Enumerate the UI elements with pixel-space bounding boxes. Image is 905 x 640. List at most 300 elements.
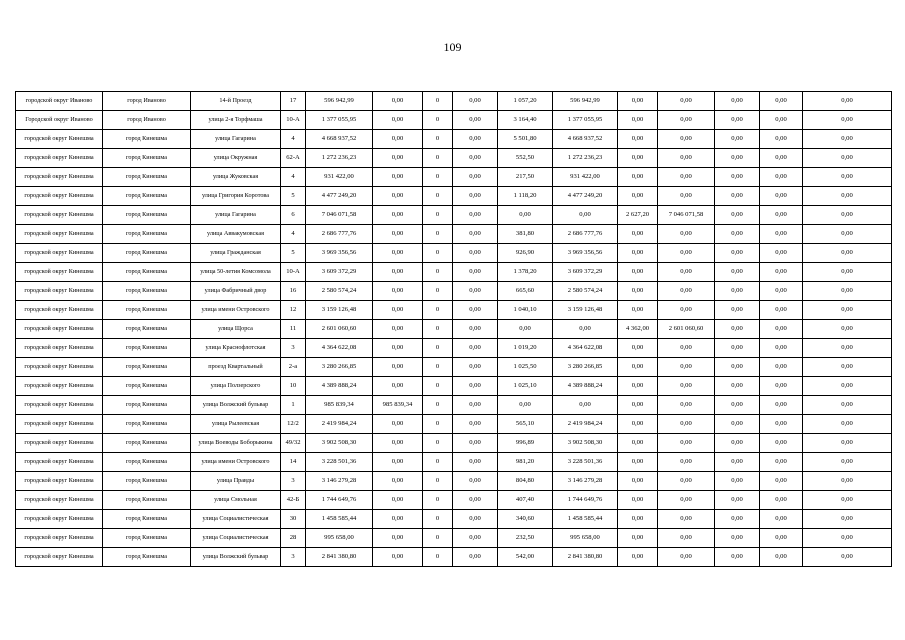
table-cell: 0,00 [715,301,760,320]
table-cell: город Кинешма [103,149,191,168]
table-row [16,301,892,320]
table-cell: улица Аввакумовская [191,225,281,244]
table-cell: 0,00 [803,92,892,111]
table-cell: улица Окружная [191,149,281,168]
table-cell: 985 839,34 [306,396,373,415]
table-row [16,92,892,111]
table-cell: город Кинешма [103,434,191,453]
table-cell: 0,00 [803,434,892,453]
table-cell: 0,00 [453,320,498,339]
table-cell: городской округ Кинешма [16,453,103,472]
table-cell: 0,00 [618,472,658,491]
table-cell: 7 046 071,58 [658,206,715,225]
table-cell: 0,00 [618,149,658,168]
table-cell: 0,00 [453,263,498,282]
table-cell: 0,00 [715,149,760,168]
table-cell: 0,00 [658,187,715,206]
table-cell: 3 228 501,36 [306,453,373,472]
table-cell: 12/2 [281,415,306,434]
table-cell: городской округ Кинешма [16,206,103,225]
table-cell: 0,00 [715,434,760,453]
table-cell: 931 422,00 [553,168,618,187]
table-cell: 7 046 071,58 [306,206,373,225]
table-cell: 0,00 [760,225,803,244]
table-cell: 0,00 [760,434,803,453]
table-cell: 0,00 [760,206,803,225]
table-row [16,510,892,529]
table-cell: 0,00 [760,168,803,187]
table-cell: город Кинешма [103,529,191,548]
table-row [16,282,892,301]
table-row [16,339,892,358]
table-cell: улица Краснофлотская [191,339,281,358]
table-cell: 0,00 [373,510,423,529]
table-cell: 0 [423,225,453,244]
table-cell: 0,00 [618,358,658,377]
table-cell: 17 [281,92,306,111]
table-cell: 0,00 [658,263,715,282]
table-cell: городской округ Кинешма [16,263,103,282]
table-cell: улица Гагарина [191,206,281,225]
table-cell: 1 019,20 [498,339,553,358]
table-cell: 1 458 585,44 [306,510,373,529]
table-cell: 0,00 [760,301,803,320]
table-cell: 0,00 [658,358,715,377]
table-row [16,149,892,168]
table-cell: 0,00 [715,92,760,111]
table-cell: 0,00 [373,92,423,111]
table-cell: 1 272 236,23 [306,149,373,168]
table-cell: улица имени Островского [191,453,281,472]
table-cell: 407,40 [498,491,553,510]
table-cell: город Кинешма [103,130,191,149]
table-cell: 0,00 [373,206,423,225]
table-cell: 3 969 356,56 [553,244,618,263]
table-cell: 3 [281,339,306,358]
table-cell: город Кинешма [103,320,191,339]
table-cell: 0,00 [715,130,760,149]
table-cell: 0,00 [715,244,760,263]
table-cell: город Кинешма [103,472,191,491]
table-cell: 995 658,00 [553,529,618,548]
table-cell: городской округ Кинешма [16,548,103,567]
table-cell: город Кинешма [103,244,191,263]
table-body [16,92,892,567]
table-cell: 596 942,99 [306,92,373,111]
table-cell: 2 601 060,60 [306,320,373,339]
table-cell: 3 [281,548,306,567]
table-cell: 0,00 [715,225,760,244]
table-cell: 0 [423,301,453,320]
table-cell: город Кинешма [103,396,191,415]
table-cell: 0 [423,472,453,491]
table-cell: 0,00 [760,491,803,510]
table-cell: 0 [423,149,453,168]
table-cell: 6 [281,206,306,225]
table-cell: 0,00 [618,301,658,320]
table-cell: 0 [423,434,453,453]
table-row [16,244,892,263]
table-cell: 217,50 [498,168,553,187]
table-cell: 2 841 380,80 [306,548,373,567]
table-cell: 0,00 [760,529,803,548]
table-cell: 542,00 [498,548,553,567]
table-row [16,320,892,339]
table-cell: 0,00 [715,111,760,130]
table-cell: 0,00 [618,282,658,301]
table-cell: 1 040,10 [498,301,553,320]
table-cell: 0,00 [760,111,803,130]
table-cell: город Кинешма [103,301,191,320]
table-cell: 0,00 [373,377,423,396]
table-cell: городской округ Кинешма [16,377,103,396]
table-cell: 1 025,50 [498,358,553,377]
table-cell: город Кинешма [103,168,191,187]
table-cell: 0,00 [453,510,498,529]
table-cell: 0,00 [373,358,423,377]
table-cell: 0,00 [498,206,553,225]
table-cell: 0,00 [373,187,423,206]
table-cell: 0,00 [715,320,760,339]
table-cell: город Кинешма [103,548,191,567]
table-cell: 0,00 [658,301,715,320]
table-cell: городской округ Кинешма [16,320,103,339]
table-cell: 2 580 574,24 [553,282,618,301]
table-cell: город Кинешма [103,491,191,510]
table-cell: 0,00 [658,510,715,529]
table-cell: 0,00 [373,244,423,263]
table-cell: 42-Б [281,491,306,510]
table-cell: 0,00 [760,358,803,377]
table-cell: 0,00 [803,301,892,320]
table-cell: 0,00 [658,244,715,263]
table-cell: 0,00 [760,92,803,111]
table-cell: 0,00 [760,339,803,358]
table-cell: 0,00 [373,320,423,339]
table-cell: 0,00 [760,510,803,529]
table-cell: 665,60 [498,282,553,301]
table-cell: город Кинешма [103,510,191,529]
table-row [16,453,892,472]
table-cell: улица Волжский бульвар [191,548,281,567]
table-cell: 2 419 984,24 [553,415,618,434]
table-cell: 4 389 888,24 [306,377,373,396]
table-cell: улица Щорса [191,320,281,339]
table-cell: 0,00 [618,111,658,130]
table-cell: 926,90 [498,244,553,263]
table-cell: улица Григория Коротова [191,187,281,206]
table-cell: 0,00 [803,244,892,263]
table-cell: 0,00 [803,510,892,529]
table-cell: 0,00 [658,453,715,472]
table-cell: 0,00 [498,320,553,339]
table-cell: 981,20 [498,453,553,472]
table-cell: улица Смольная [191,491,281,510]
table-cell: 10 [281,377,306,396]
table-cell: 0,00 [618,92,658,111]
table-cell: 0,00 [553,206,618,225]
table-cell: городской округ Кинешма [16,491,103,510]
table-cell: городской округ Кинешма [16,434,103,453]
table-cell: улица Жуковская [191,168,281,187]
table-cell: 0,00 [453,358,498,377]
table-cell: 0,00 [760,244,803,263]
table-row [16,225,892,244]
table-cell: 0,00 [373,434,423,453]
table-cell: 3 902 508,30 [306,434,373,453]
table-row [16,130,892,149]
table-row [16,548,892,567]
table-cell: 0,00 [658,472,715,491]
table-row [16,358,892,377]
table-cell: 0,00 [658,396,715,415]
table-cell: 0,00 [618,263,658,282]
table-cell: 0,00 [373,168,423,187]
table-cell: улица 50-летия Комсомола [191,263,281,282]
table-row [16,111,892,130]
table-cell: 0,00 [373,111,423,130]
table-cell: город Кинешма [103,358,191,377]
table-cell: 0,00 [373,453,423,472]
table-cell: город Иваново [103,92,191,111]
table-cell: 0,00 [453,434,498,453]
table-cell: 2 627,20 [618,206,658,225]
table-cell: 2 601 060,60 [658,320,715,339]
table-cell: 30 [281,510,306,529]
table-cell: 0,00 [658,548,715,567]
table-cell: 0,00 [760,187,803,206]
table-cell: город Кинешма [103,339,191,358]
table-cell: городской округ Кинешма [16,301,103,320]
table-cell: 0,00 [453,225,498,244]
table-row [16,168,892,187]
table-cell: 0,00 [803,491,892,510]
table-cell: 0,00 [453,282,498,301]
table-cell: 0,00 [373,149,423,168]
table-cell: городской округ Кинешма [16,168,103,187]
table-cell: Городской округ Иваново [16,111,103,130]
table-row [16,187,892,206]
table-cell: 0,00 [618,244,658,263]
table-cell: 0,00 [618,130,658,149]
table-cell: город Кинешма [103,453,191,472]
table-cell: городской округ Кинешма [16,130,103,149]
table-cell: 0,00 [453,130,498,149]
table-cell: 995 658,00 [306,529,373,548]
table-cell: 0,00 [618,548,658,567]
table-row [16,472,892,491]
table-cell: городской округ Кинешма [16,339,103,358]
table-cell: 0 [423,510,453,529]
table-row [16,396,892,415]
table-cell: 2 580 574,24 [306,282,373,301]
table-cell: улица Гагарина [191,130,281,149]
table-cell: 0,00 [618,187,658,206]
table-cell: городской округ Кинешма [16,244,103,263]
table-cell: 0,00 [715,472,760,491]
table-cell: 804,80 [498,472,553,491]
table-cell: 0 [423,453,453,472]
table-cell: 0,00 [618,225,658,244]
table-cell: 3 159 126,48 [553,301,618,320]
table-cell: 0,00 [715,339,760,358]
table-cell: улица имени Островского [191,301,281,320]
table-cell: 0,00 [373,130,423,149]
table-cell: городской округ Кинешма [16,225,103,244]
table-cell: 12 [281,301,306,320]
table-cell: 4 [281,168,306,187]
table-cell: 0,00 [553,396,618,415]
table-cell: 0 [423,529,453,548]
table-cell: 0,00 [453,92,498,111]
table-cell: 0,00 [803,339,892,358]
table-row [16,491,892,510]
table-cell: 0,00 [618,453,658,472]
table-cell: 0,00 [803,149,892,168]
table-cell: 4 362,00 [618,320,658,339]
table-cell: 0 [423,263,453,282]
table-cell: улица 2-я Торфмаша [191,111,281,130]
table-cell: 0,00 [760,282,803,301]
table-cell: город Кинешма [103,282,191,301]
table-cell: город Кинешма [103,187,191,206]
table-cell: 2 686 777,76 [553,225,618,244]
table-cell: 0,00 [453,301,498,320]
table-cell: 0,00 [618,377,658,396]
table-cell: улица Социалистическая [191,529,281,548]
table-cell: 0,00 [453,472,498,491]
table-cell: 552,50 [498,149,553,168]
table-cell: 0,00 [618,415,658,434]
table-cell: улица Рылеевская [191,415,281,434]
table-cell: городской округ Иваново [16,92,103,111]
table-cell: 14 [281,453,306,472]
table-cell: 0,00 [658,415,715,434]
table-cell: проезд Квартальный [191,358,281,377]
table-cell: 1 057,20 [498,92,553,111]
table-cell: 0,00 [453,168,498,187]
table-cell: 1 [281,396,306,415]
table-cell: 0,00 [658,92,715,111]
table-cell: 340,60 [498,510,553,529]
table-cell: 3 280 266,85 [553,358,618,377]
table-cell: 3 609 372,29 [306,263,373,282]
table-cell: городской округ Кинешма [16,282,103,301]
table-cell: 0,00 [658,339,715,358]
table-cell: 2 686 777,76 [306,225,373,244]
table-cell: 49/32 [281,434,306,453]
table-cell: 0,00 [715,415,760,434]
table-cell: город Кинешма [103,415,191,434]
table-cell: 0,00 [760,472,803,491]
table-cell: 0,00 [618,339,658,358]
table-cell: город Кинешма [103,225,191,244]
table-cell: 3 164,40 [498,111,553,130]
table-cell: 0,00 [715,548,760,567]
table-cell: 0,00 [498,396,553,415]
table-cell: 0,00 [803,187,892,206]
table-cell: город Кинешма [103,206,191,225]
table-cell: 0,00 [760,548,803,567]
table-cell: 0,00 [760,263,803,282]
table-cell: 0,00 [453,415,498,434]
table-cell: 2 419 984,24 [306,415,373,434]
table-cell: 381,80 [498,225,553,244]
table-cell: 62-А [281,149,306,168]
table-cell: 0,00 [760,415,803,434]
table-cell: 3 159 126,48 [306,301,373,320]
table-cell: 10-А [281,111,306,130]
table-cell: городской округ Кинешма [16,510,103,529]
table-cell: 5 [281,244,306,263]
table-cell: 0,00 [803,358,892,377]
table-row [16,263,892,282]
table-cell: 0,00 [373,415,423,434]
table-cell: 3 228 501,36 [553,453,618,472]
table-cell: 0,00 [453,453,498,472]
table-cell: 0,00 [453,339,498,358]
table-row [16,529,892,548]
table-cell: 4 [281,130,306,149]
table-cell: 4 668 937,52 [553,130,618,149]
table-cell: 4 [281,225,306,244]
table-cell: 0 [423,339,453,358]
table-cell: улица Социалистическая [191,510,281,529]
table-cell: 0 [423,320,453,339]
table-cell: 1 377 055,95 [306,111,373,130]
table-cell: улица Фабричный двор [191,282,281,301]
table-cell: 0,00 [658,111,715,130]
table-cell: 0,00 [658,491,715,510]
table-cell: 28 [281,529,306,548]
table-cell: 0,00 [803,472,892,491]
table-cell: 565,10 [498,415,553,434]
table-row [16,434,892,453]
table-cell: 1 458 585,44 [553,510,618,529]
table-cell: 3 146 279,28 [306,472,373,491]
table-cell: 0,00 [658,529,715,548]
table-cell: 0,00 [715,491,760,510]
table-cell: 0,00 [553,320,618,339]
table-cell: 0,00 [803,415,892,434]
table-cell: 0,00 [803,168,892,187]
page-number: 109 [443,40,462,54]
table-cell: городской округ Кинешма [16,529,103,548]
table-cell: 931 422,00 [306,168,373,187]
table-cell: улица Волжский бульвар [191,396,281,415]
table-cell: 0,00 [803,225,892,244]
table-cell: город Кинешма [103,377,191,396]
table-cell: 0,00 [715,206,760,225]
table-cell: 10-А [281,263,306,282]
table-cell: 1 744 649,76 [306,491,373,510]
table-cell: улица Ползерского [191,377,281,396]
table-row [16,206,892,225]
table-cell: 0,00 [803,320,892,339]
table-cell: 0,00 [658,282,715,301]
table-cell: 0,00 [715,510,760,529]
table-cell: 0,00 [453,529,498,548]
table-cell: 0,00 [453,187,498,206]
table-cell: 0,00 [658,434,715,453]
table-cell: 0,00 [373,301,423,320]
table-cell: 0,00 [803,396,892,415]
table-cell: городской округ Кинешма [16,149,103,168]
table-cell: 4 364 622,08 [306,339,373,358]
table-cell: 0,00 [715,377,760,396]
table-cell: 3 969 356,56 [306,244,373,263]
table-cell: 0,00 [715,263,760,282]
